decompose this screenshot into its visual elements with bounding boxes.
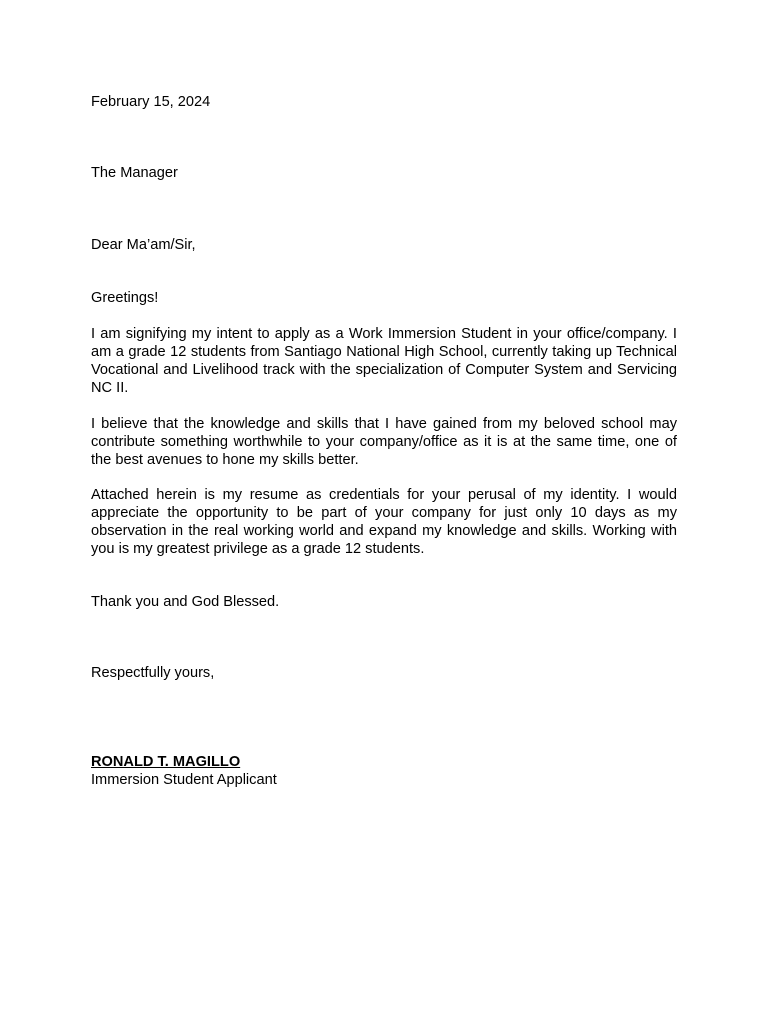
- letter-closing: Respectfully yours,: [91, 665, 215, 681]
- letter-recipient: The Manager: [91, 165, 178, 181]
- letter-date: February 15, 2024: [91, 94, 211, 110]
- letter-paragraph-3: Attached herein is my resume as credentials for your perusal of my identity. I would appreciate the opportunity to be part of your company for just only 10 days as my observation in the real working world and expand my knowledge and skills. Working with you is my greatest privilege as a grade 12 students.: [91, 487, 677, 557]
- letter-paragraph-1: I am signifying my intent to apply as a Work Immersion Student in your office/company. I am a grade 12 students from Santiago National High School, currently taking up Technical Vocational and Livelihood track with the specialization of Computer System and Servicing NC II.: [91, 326, 677, 396]
- letter-salutation: Dear Ma’am/Sir,: [91, 237, 196, 253]
- letter-thanks: Thank you and God Blessed.: [91, 594, 280, 610]
- letter-greeting: Greetings!: [91, 290, 159, 306]
- letter-paragraph-2: I believe that the knowledge and skills that I have gained from my beloved school may contribute something worthwhile to your company/office as it is at the same time, one of the best avenues to hone my skills better.: [91, 416, 677, 468]
- signatory-name: RONALD T. MAGILLO: [91, 754, 241, 770]
- signatory-title: Immersion Student Applicant: [91, 772, 277, 788]
